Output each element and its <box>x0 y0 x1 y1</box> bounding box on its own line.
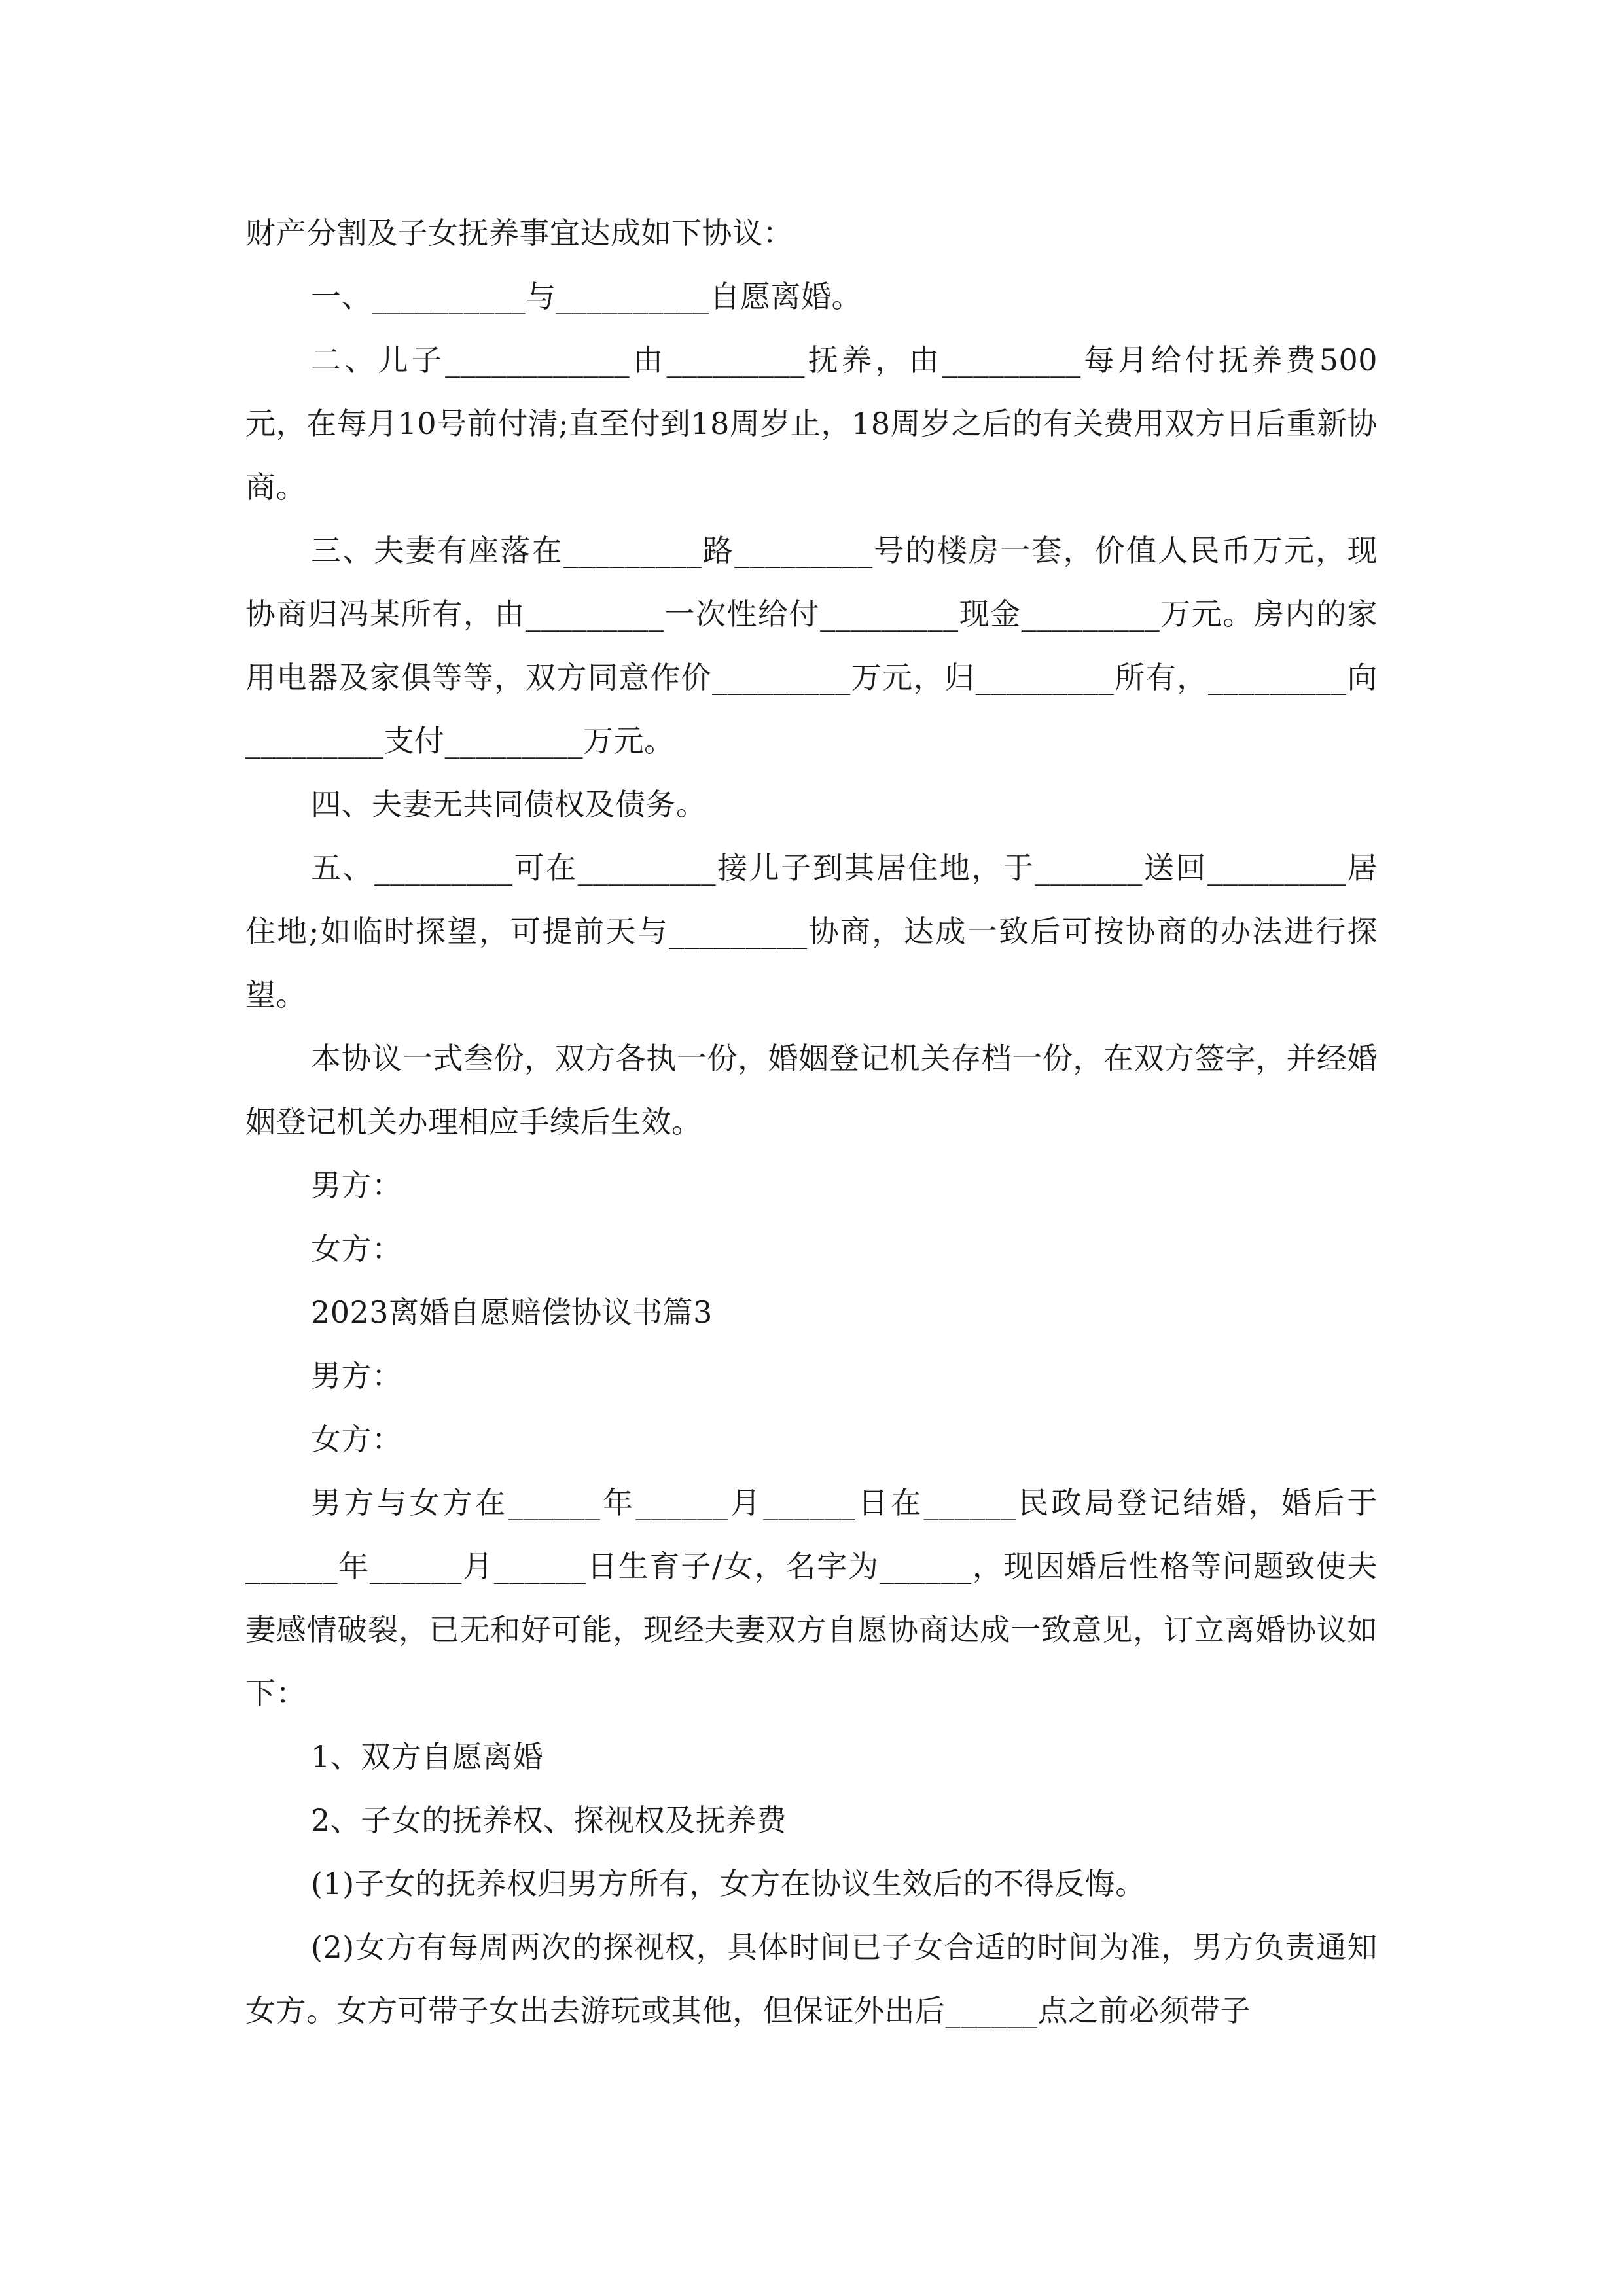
party-female: 女方： <box>311 1422 402 1457</box>
paragraph-validity: 本协议一式叁份，双方各执一份，婚姻登记机关存档一份，在双方签字，并经婚姻登记机关办理相应手续后生效。 <box>245 1041 1378 1139</box>
signature-male: 男方： <box>311 1168 402 1203</box>
paragraph-clause-1: 一、__________与__________自愿离婚。 <box>311 279 862 314</box>
paragraph-item-2-2: (2)女方有每周两次的探视权，具体时间已子女合适的时间为准，男方负责通知女方。女方可带子女出去游玩或其他，但保证外出后______点之前必须带子 <box>245 1929 1378 2028</box>
paragraph-clause-3: 三、夫妻有座落在_________路_________号的楼房一套，价值人民币万元，现协商归冯某所有，由_________一次性给付_________现金_________万元。房内的家用电器及家俱等等，双方同意作价_________万元，归_________所有，_________向_________支付_________万元。 <box>245 533 1378 759</box>
party-male: 男方： <box>311 1358 402 1393</box>
paragraph-property-intro: 财产分割及子女抚养事宜达成如下协议： <box>245 215 793 251</box>
document-body <box>245 202 1378 2043</box>
paragraph-clause-5: 五、_________可在_________接儿子到其居住地，于_______送回_________居住地;如临时探望，可提前天与_________协商，达成一致后可按协商的办法进行探望。 <box>245 850 1378 1013</box>
paragraph-item-2-1: (1)子女的抚养权归男方所有，女方在协议生效后的不得反悔。 <box>311 1866 1146 1901</box>
paragraph-item-2: 2、子女的抚养权、探视权及抚养费 <box>311 1803 787 1838</box>
paragraph-item-1: 1、双方自愿离婚 <box>311 1739 544 1774</box>
paragraph-clause-2: 二、儿子____________由_________抚养，由_________每月给付抚养费500元，在每月10号前付清;直至付到18周岁止，18周岁之后的有关费用双方日后重新协商。 <box>245 342 1378 505</box>
signature-female: 女方： <box>311 1231 402 1266</box>
paragraph-marriage-info: 男方与女方在______年______月______日在______民政局登记结婚，婚后于______年______月______日生育子/女，名字为______，现因婚后性格等问题致使夫妻感情破裂，已无和好可能，现经夫妻双方自愿协商达成一致意见，订立离婚协议如下： <box>245 1485 1378 1711</box>
section-title: 2023离婚自愿赔偿协议书篇3 <box>311 1295 713 1330</box>
paragraph-clause-4: 四、夫妻无共同债权及债务。 <box>311 787 707 822</box>
